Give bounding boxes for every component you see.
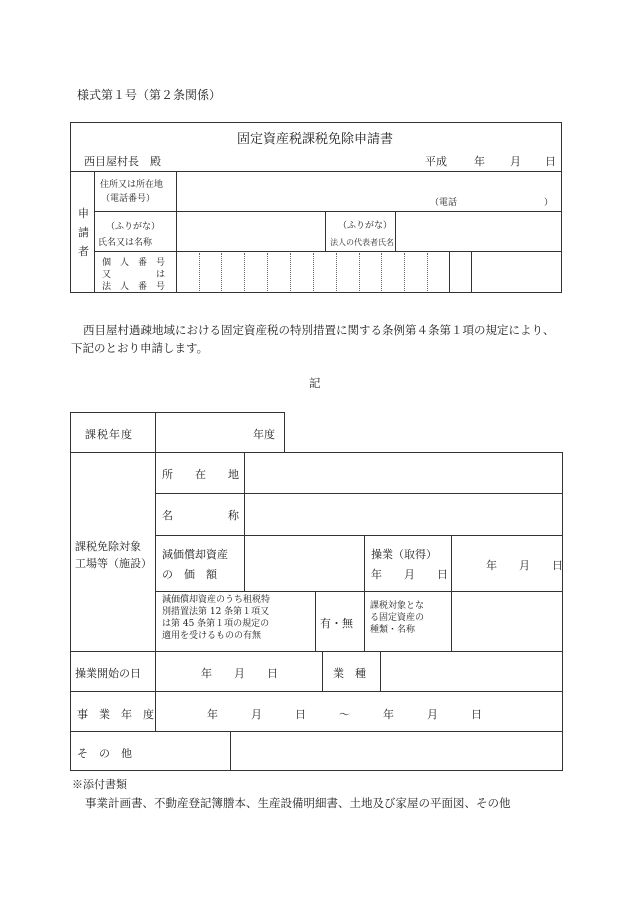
operation-begin-date[interactable]: 年 月 日 bbox=[201, 667, 278, 680]
address-label: 住所又は所在地 bbox=[100, 180, 164, 190]
depreciable-value-field[interactable] bbox=[246, 537, 362, 590]
location-field[interactable] bbox=[246, 454, 560, 492]
asset-kinds-label-3: 種類・名称 bbox=[370, 625, 416, 635]
other-field[interactable] bbox=[232, 733, 560, 769]
address-field[interactable] bbox=[178, 173, 560, 209]
furigana-label-rep: （ふりがな） bbox=[338, 221, 393, 231]
date-year: 年 bbox=[474, 155, 485, 168]
attachments-label: ※添付書類 bbox=[72, 778, 127, 791]
mynumber-label-1: 個 人 番 号 bbox=[102, 258, 166, 268]
tax-year-label: 課税年度 bbox=[85, 428, 133, 441]
business-type-field[interactable] bbox=[382, 653, 560, 690]
phone-number-label: （電話番号） bbox=[101, 194, 156, 204]
form-title: 固定資産税課税免除申請書 bbox=[237, 132, 394, 147]
body-text-line-2: 下記のとおり申請します。 bbox=[71, 341, 209, 355]
special-measures-label-2: 別措置法第 12 条第１項又 bbox=[162, 607, 270, 617]
name-field[interactable] bbox=[178, 213, 323, 250]
facility-name-field[interactable] bbox=[246, 495, 560, 534]
ki-label: 記 bbox=[309, 376, 321, 390]
representative-field[interactable] bbox=[397, 213, 560, 250]
representative-label: 法人の代表者氏名 bbox=[330, 238, 394, 247]
target-facility-label-2: 工場等（施設） bbox=[75, 557, 152, 570]
special-measures-label-1: 減価償却資産のうち租税特 bbox=[162, 595, 271, 605]
fiscal-year-label: 事 業 年 度 bbox=[77, 708, 154, 721]
attachments-text: 事業計画書、不動産登記簿謄本、生産設備明細書、土地及び家屋の平面図、その他 bbox=[85, 796, 511, 810]
depreciable-value-label-2: の 価 額 bbox=[162, 568, 217, 581]
applicant-label-3: 者 bbox=[78, 245, 89, 258]
fiscal-year-range[interactable]: 年 月 日 ～ 年 月 日 bbox=[207, 708, 482, 721]
mynumber-label-3: 法 人 番 号 bbox=[102, 282, 166, 292]
operation-begin-label: 操業開始の日 bbox=[75, 667, 141, 680]
name-label: 氏名又は名称 bbox=[98, 238, 153, 248]
operation-start-ymd: 年 月 日 bbox=[371, 568, 448, 581]
mynumber-field[interactable] bbox=[178, 253, 448, 291]
asset-kinds-label-1: 課税対象とな bbox=[370, 601, 425, 611]
applicant-label-1: 申 bbox=[78, 207, 89, 220]
phone-close: ） bbox=[544, 198, 554, 208]
applicant-label-2: 請 bbox=[78, 226, 89, 239]
yes-no-option[interactable]: 有・無 bbox=[320, 617, 353, 630]
form-number: 様式第１号（第２条関係） bbox=[77, 88, 222, 102]
facility-name-label: 名 称 bbox=[162, 509, 239, 522]
mynumber-label-2: 又 は bbox=[102, 270, 166, 280]
special-measures-label-4: 適用を受けるものの有無 bbox=[162, 631, 262, 641]
date-era: 平成 bbox=[425, 155, 447, 168]
asset-kinds-field[interactable] bbox=[453, 593, 560, 650]
depreciable-value-label-1: 減価償却資産 bbox=[162, 548, 228, 561]
tax-year-unit: 年度 bbox=[253, 428, 275, 441]
special-measures-label-3: は第 45 条第１項の規定の bbox=[162, 619, 270, 629]
addressee: 西目屋村長 殿 bbox=[84, 155, 161, 168]
date-day: 日 bbox=[545, 155, 556, 168]
furigana-label: （ふりがな） bbox=[106, 222, 161, 232]
other-label: そ の 他 bbox=[77, 747, 132, 760]
operation-start-date[interactable]: 年 月 日 bbox=[486, 559, 563, 572]
operation-start-label: 操業（取得） bbox=[371, 548, 437, 561]
asset-kinds-label-2: る固定資産の bbox=[370, 613, 425, 623]
location-label: 所 在 地 bbox=[162, 468, 239, 481]
business-type-label: 業 種 bbox=[333, 667, 366, 680]
target-facility-label-1: 課税免除対象 bbox=[75, 540, 141, 553]
date-month: 月 bbox=[510, 155, 521, 168]
body-text-line-1: 西目屋村過疎地域における固定資産税の特別措置に関する条例第４条第１項の規定により、 bbox=[83, 323, 555, 337]
phone-open: （電話 bbox=[430, 198, 458, 208]
